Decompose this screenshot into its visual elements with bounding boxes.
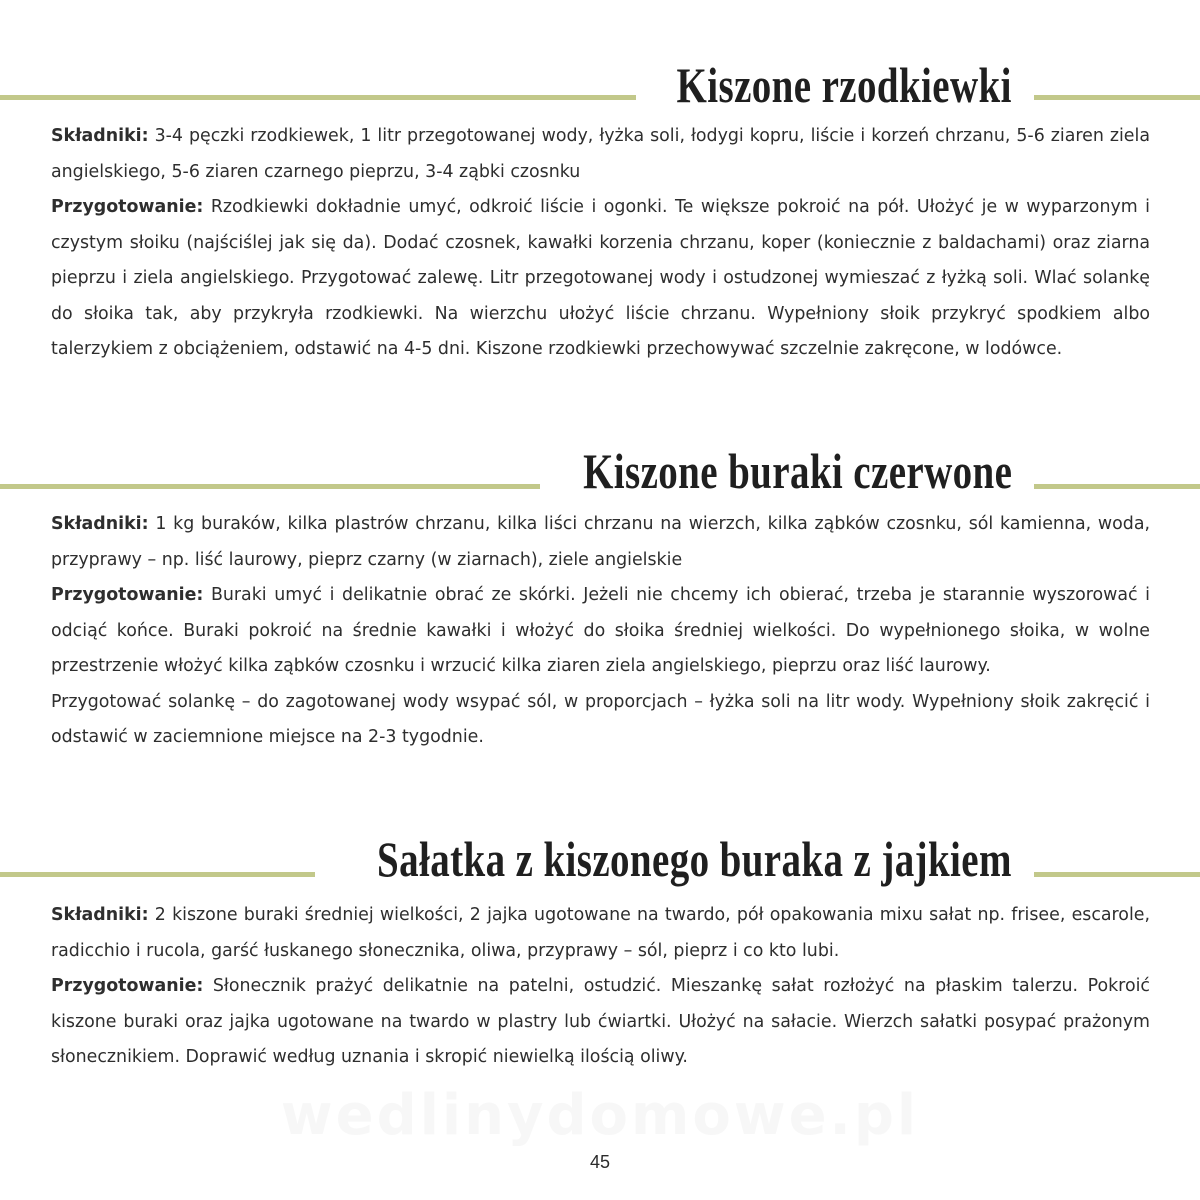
decorative-rule-right bbox=[1034, 484, 1200, 489]
recipe-3-title: Sałatka z kiszonego buraka z jajkiem bbox=[377, 831, 1012, 887]
preparation-paragraph bbox=[51, 969, 1150, 1076]
preparation-paragraph bbox=[51, 190, 1150, 368]
decorative-rule-left bbox=[0, 872, 315, 877]
ingredients-text: 1 kg buraków, kilka plastrów chrzanu, kilka liści chrzanu na wierzch, kilka ząbków czosnku, sól kamienna, woda, przyprawy – np. liść laurowy, pieprz czarny (w ziarnach), ziele angielskie bbox=[51, 514, 1151, 570]
preparation-text: Buraki umyć i delikatnie obrać ze skórki. Jeżeli nie chcemy ich obierać, trzeba je starannie wyszorować i odciąć końce. Buraki pokroić na średnie kawałki i włożyć do słoika średniej wielkości. Do wypełnionego słoika, w wolne przestrzenie włożyć kilka ząbków czosnku i wrzucić kilka ziaren ziela angielskiego, pieprzu oraz liść laurowy. bbox=[51, 585, 1151, 676]
ingredients-paragraph bbox=[51, 119, 1150, 190]
preparation-text: Słonecznik prażyć delikatnie na patelni, ostudzić. Mieszankę sałat rozłożyć na płaskim talerzu. Pokroić kiszone buraki oraz jajka ugotowane na twardo w plastry lub ćwiartki. Ułożyć na sałacie. Wierzch sałatki posypać prażonym słonecznikiem. Doprawić według uznania i skropić niewielką ilością oliwy. bbox=[51, 976, 1150, 1067]
recipe-3-body bbox=[51, 898, 1150, 1076]
preparation-paragraph bbox=[51, 578, 1150, 685]
preparation-label: Przygotowanie: bbox=[51, 197, 204, 217]
recipe-2-title: Kiszone buraki czerwone bbox=[582, 443, 1012, 499]
ingredients-label: Składniki: bbox=[51, 126, 149, 146]
ingredients-text: 2 kiszone buraki średniej wielkości, 2 jajka ugotowane na twardo, pół opakowania mixu sałat np. frisee, escarole, radicchio i rucola, garść łuskanego słonecznika, oliwa, przyprawy – sól, pieprz i co kto lubi. bbox=[51, 905, 1151, 961]
recipe-2-body bbox=[51, 507, 1150, 756]
decorative-rule-right bbox=[1034, 872, 1200, 877]
ingredients-paragraph bbox=[51, 898, 1150, 969]
decorative-rule-left bbox=[0, 95, 636, 100]
preparation-label: Przygotowanie: bbox=[51, 585, 204, 605]
decorative-rule-left bbox=[0, 484, 540, 489]
page-number: 45 bbox=[589, 1152, 611, 1172]
recipe-2-header bbox=[0, 436, 1200, 506]
ingredients-paragraph bbox=[51, 507, 1150, 578]
ingredients-label: Składniki: bbox=[51, 514, 149, 534]
ingredients-label: Składniki: bbox=[51, 905, 149, 925]
decorative-rule-right bbox=[1034, 95, 1200, 100]
recipe-1-title: Kiszone rzodkiewki bbox=[676, 57, 1012, 113]
preparation-extra-paragraph: Przygotować solankę – do zagotowanej wody wsypać sól, w proporcjach – łyżka soli na litr wody. Wypełniony słoik zakręcić i odstawić w zaciemnione miejsce na 2-3 tygodnie. bbox=[51, 691, 1150, 747]
recipe-1-header bbox=[0, 50, 1200, 120]
preparation-label: Przygotowanie: bbox=[51, 976, 204, 996]
ingredients-text: 3-4 pęczki rzodkiewek, 1 litr przegotowanej wody, łyżka soli, łodygi kopru, liście i korzeń chrzanu, 5-6 ziaren ziela angielskiego, 5-6 ziaren czarnego pieprzu, 3-4 ząbki czosnku bbox=[51, 126, 1150, 182]
preparation-text: Rzodkiewki dokładnie umyć, odkroić liście i ogonki. Te większe pokroić na pół. Ułożyć je w wyparzonym i czystym słoiku (najściślej jak się da). Dodać czosnek, kawałki korzenia chrzanu, koper (koniecznie z baldachami) oraz ziarna pieprzu i ziela angielskiego. Przygotować zalewę. Litr przegotowanej wody i ostudzonej wymieszać z łyżką soli. Wlać solankę do słoika tak, aby przykryła rzodkiewki. Na wierzchu ułożyć liście chrzanu. Wypełniony słoik przykryć spodkiem albo talerzykiem z obciążeniem, odstawić na 4-5 dni. Kiszone rzodkiewki przechowywać szczelnie zakręcone, w lodówce. bbox=[51, 197, 1150, 359]
recipe-3-header bbox=[0, 824, 1200, 894]
recipe-1-body bbox=[51, 119, 1150, 368]
watermark: wedlinydomowe.pl bbox=[280, 1083, 920, 1148]
